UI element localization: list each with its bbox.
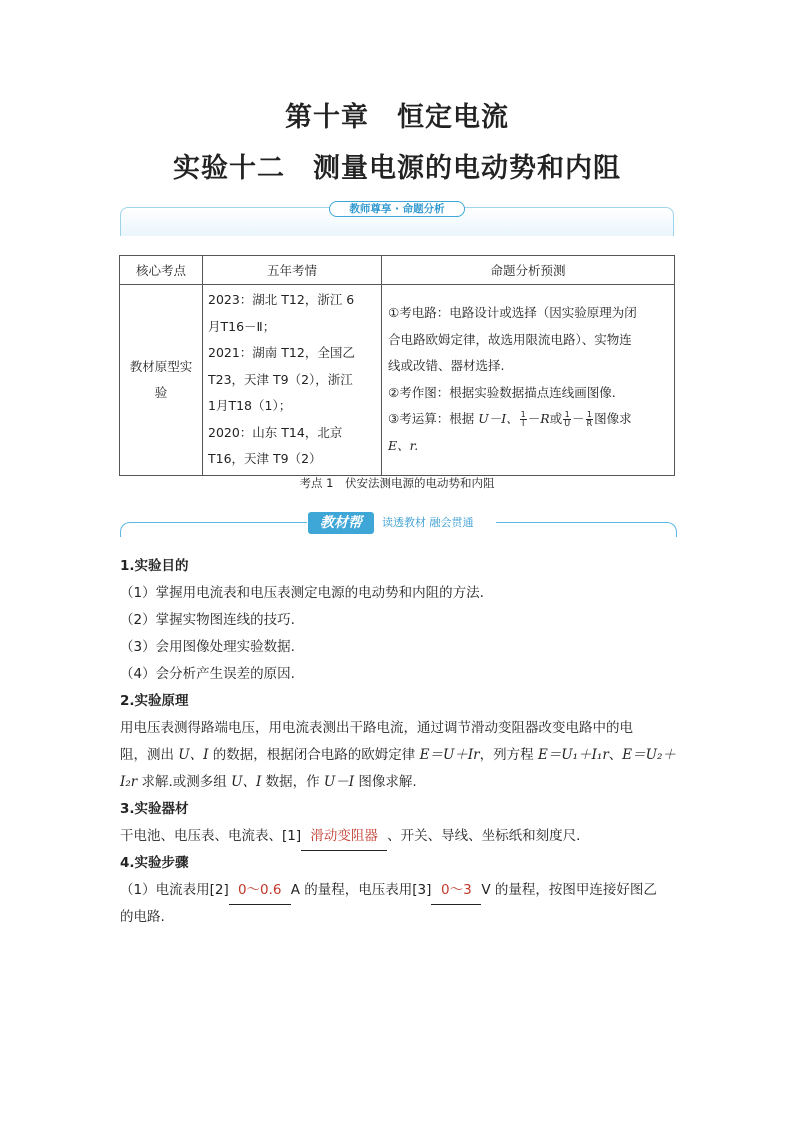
list-item: （2）掌握实物图连线的技巧.	[120, 612, 295, 628]
paragraph-line: （1）电流表用[2] 0～0.6 A 的量程，电压表用[3] 0～3 V 的量程，按图甲连接好图乙	[120, 877, 680, 904]
fraction-1-over-u: $\frac{1}{U}$	[564, 410, 571, 429]
exam-point-caption: 考点 1 伏安法测电源的电动势和内阻	[299, 476, 495, 490]
teacher-analysis-banner	[120, 203, 674, 236]
prediction-line: ①考电路：电路设计或选择（因实验原理为闭	[388, 305, 637, 321]
chapter-title: 第十章 恒定电流	[285, 102, 509, 133]
p3-dash: －	[527, 411, 541, 427]
history-line: T16，天津 T9（2）	[208, 451, 322, 466]
textbook-banner-sub: 读透教材 融会贯通	[382, 516, 474, 529]
p3-ui: U－I、	[478, 411, 519, 427]
paragraph-line: 阻，测出 U、I 的数据，根据闭合电路的欧姆定律 E＝U＋Ir，列方程 E＝U₁＋I₁r、E＝U₂＋	[120, 747, 676, 763]
prediction-line: 线或改错、器材选择.	[388, 358, 505, 374]
table-row	[120, 285, 675, 476]
p3-suffix: 图像求	[594, 411, 632, 427]
list-item: （4）会分析产生误差的原因.	[120, 666, 295, 682]
prediction-line: 合电路欧姆定律，故选用限流电路）、实物连	[388, 331, 632, 347]
history-line: T23，天津 T9（2），浙江	[208, 371, 353, 387]
prediction-cell	[382, 285, 675, 476]
answer-blank-1: 滑动变阻器	[301, 823, 387, 851]
p3-or: 或	[549, 411, 563, 427]
fraction-1-over-r: $\frac{1}{R}$	[586, 410, 593, 429]
col-header-topic: 核心考点	[120, 256, 203, 285]
p3-dash: －	[572, 411, 585, 427]
paragraph-line: 用电压表测得路端电压，用电流表测出干路电流，通过调节滑动变阻器改变电路中的电	[120, 720, 633, 736]
table-header-row	[120, 256, 675, 285]
history-line: 月T16－Ⅱ；	[208, 318, 276, 334]
history-line: 1月T18（1）；	[208, 398, 292, 413]
prediction-line	[388, 406, 668, 433]
answer-blank-2: 0～0.6	[229, 877, 291, 905]
teacher-analysis-label: 教师尊享 · 命题分析	[329, 201, 465, 217]
section-title: 2.实验原理	[120, 693, 189, 709]
prediction-line: ②考作图：根据实验数据描点连线画图像.	[388, 384, 616, 400]
paragraph-line: 的电路.	[120, 909, 165, 925]
analysis-table	[119, 255, 675, 476]
main-content	[120, 553, 680, 931]
fraction-1-over-i: $\frac{1}{I}$	[520, 410, 526, 429]
history-cell	[203, 285, 382, 476]
prediction-line: E、r.	[388, 437, 419, 453]
answer-blank-3: 0～3	[431, 877, 481, 905]
history-line: 2020：山东 T14，北京	[208, 424, 343, 440]
textbook-banner-label: 教材帮	[308, 512, 374, 534]
col-header-history: 五年考情	[203, 256, 382, 285]
textbook-banner	[120, 512, 678, 534]
list-item: （3）会用图像处理实验数据.	[120, 639, 295, 655]
col-header-prediction: 命题分析预测	[382, 256, 675, 285]
banner-line-right	[496, 522, 677, 537]
banner-line-left	[120, 522, 307, 537]
topic-cell: 教材原型实验	[120, 285, 203, 476]
p3-prefix: ③考运算：根据	[388, 411, 479, 427]
list-item: （1）掌握用电流表和电压表测定电源的电动势和内阻的方法.	[120, 585, 484, 601]
section-title: 1.实验目的	[120, 558, 189, 574]
paragraph-line: 干电池、电压表、电流表、[1] 滑动变阻器 、开关、导线、坐标纸和刻度尺.	[120, 823, 680, 850]
paragraph-line: I₂r 求解.或测多组 U、I 数据，作 U－I 图像求解.	[120, 774, 417, 790]
p3-r: R	[540, 411, 550, 427]
section-title: 3.实验器材	[120, 801, 189, 817]
history-line: 2021：湖南 T12，全国乙	[208, 345, 355, 360]
history-line: 2023：湖北 T12，浙江 6	[208, 292, 355, 307]
section-title: 4.实验步骤	[120, 855, 189, 871]
experiment-title: 实验十二 测量电源的电动势和内阻	[173, 153, 621, 184]
